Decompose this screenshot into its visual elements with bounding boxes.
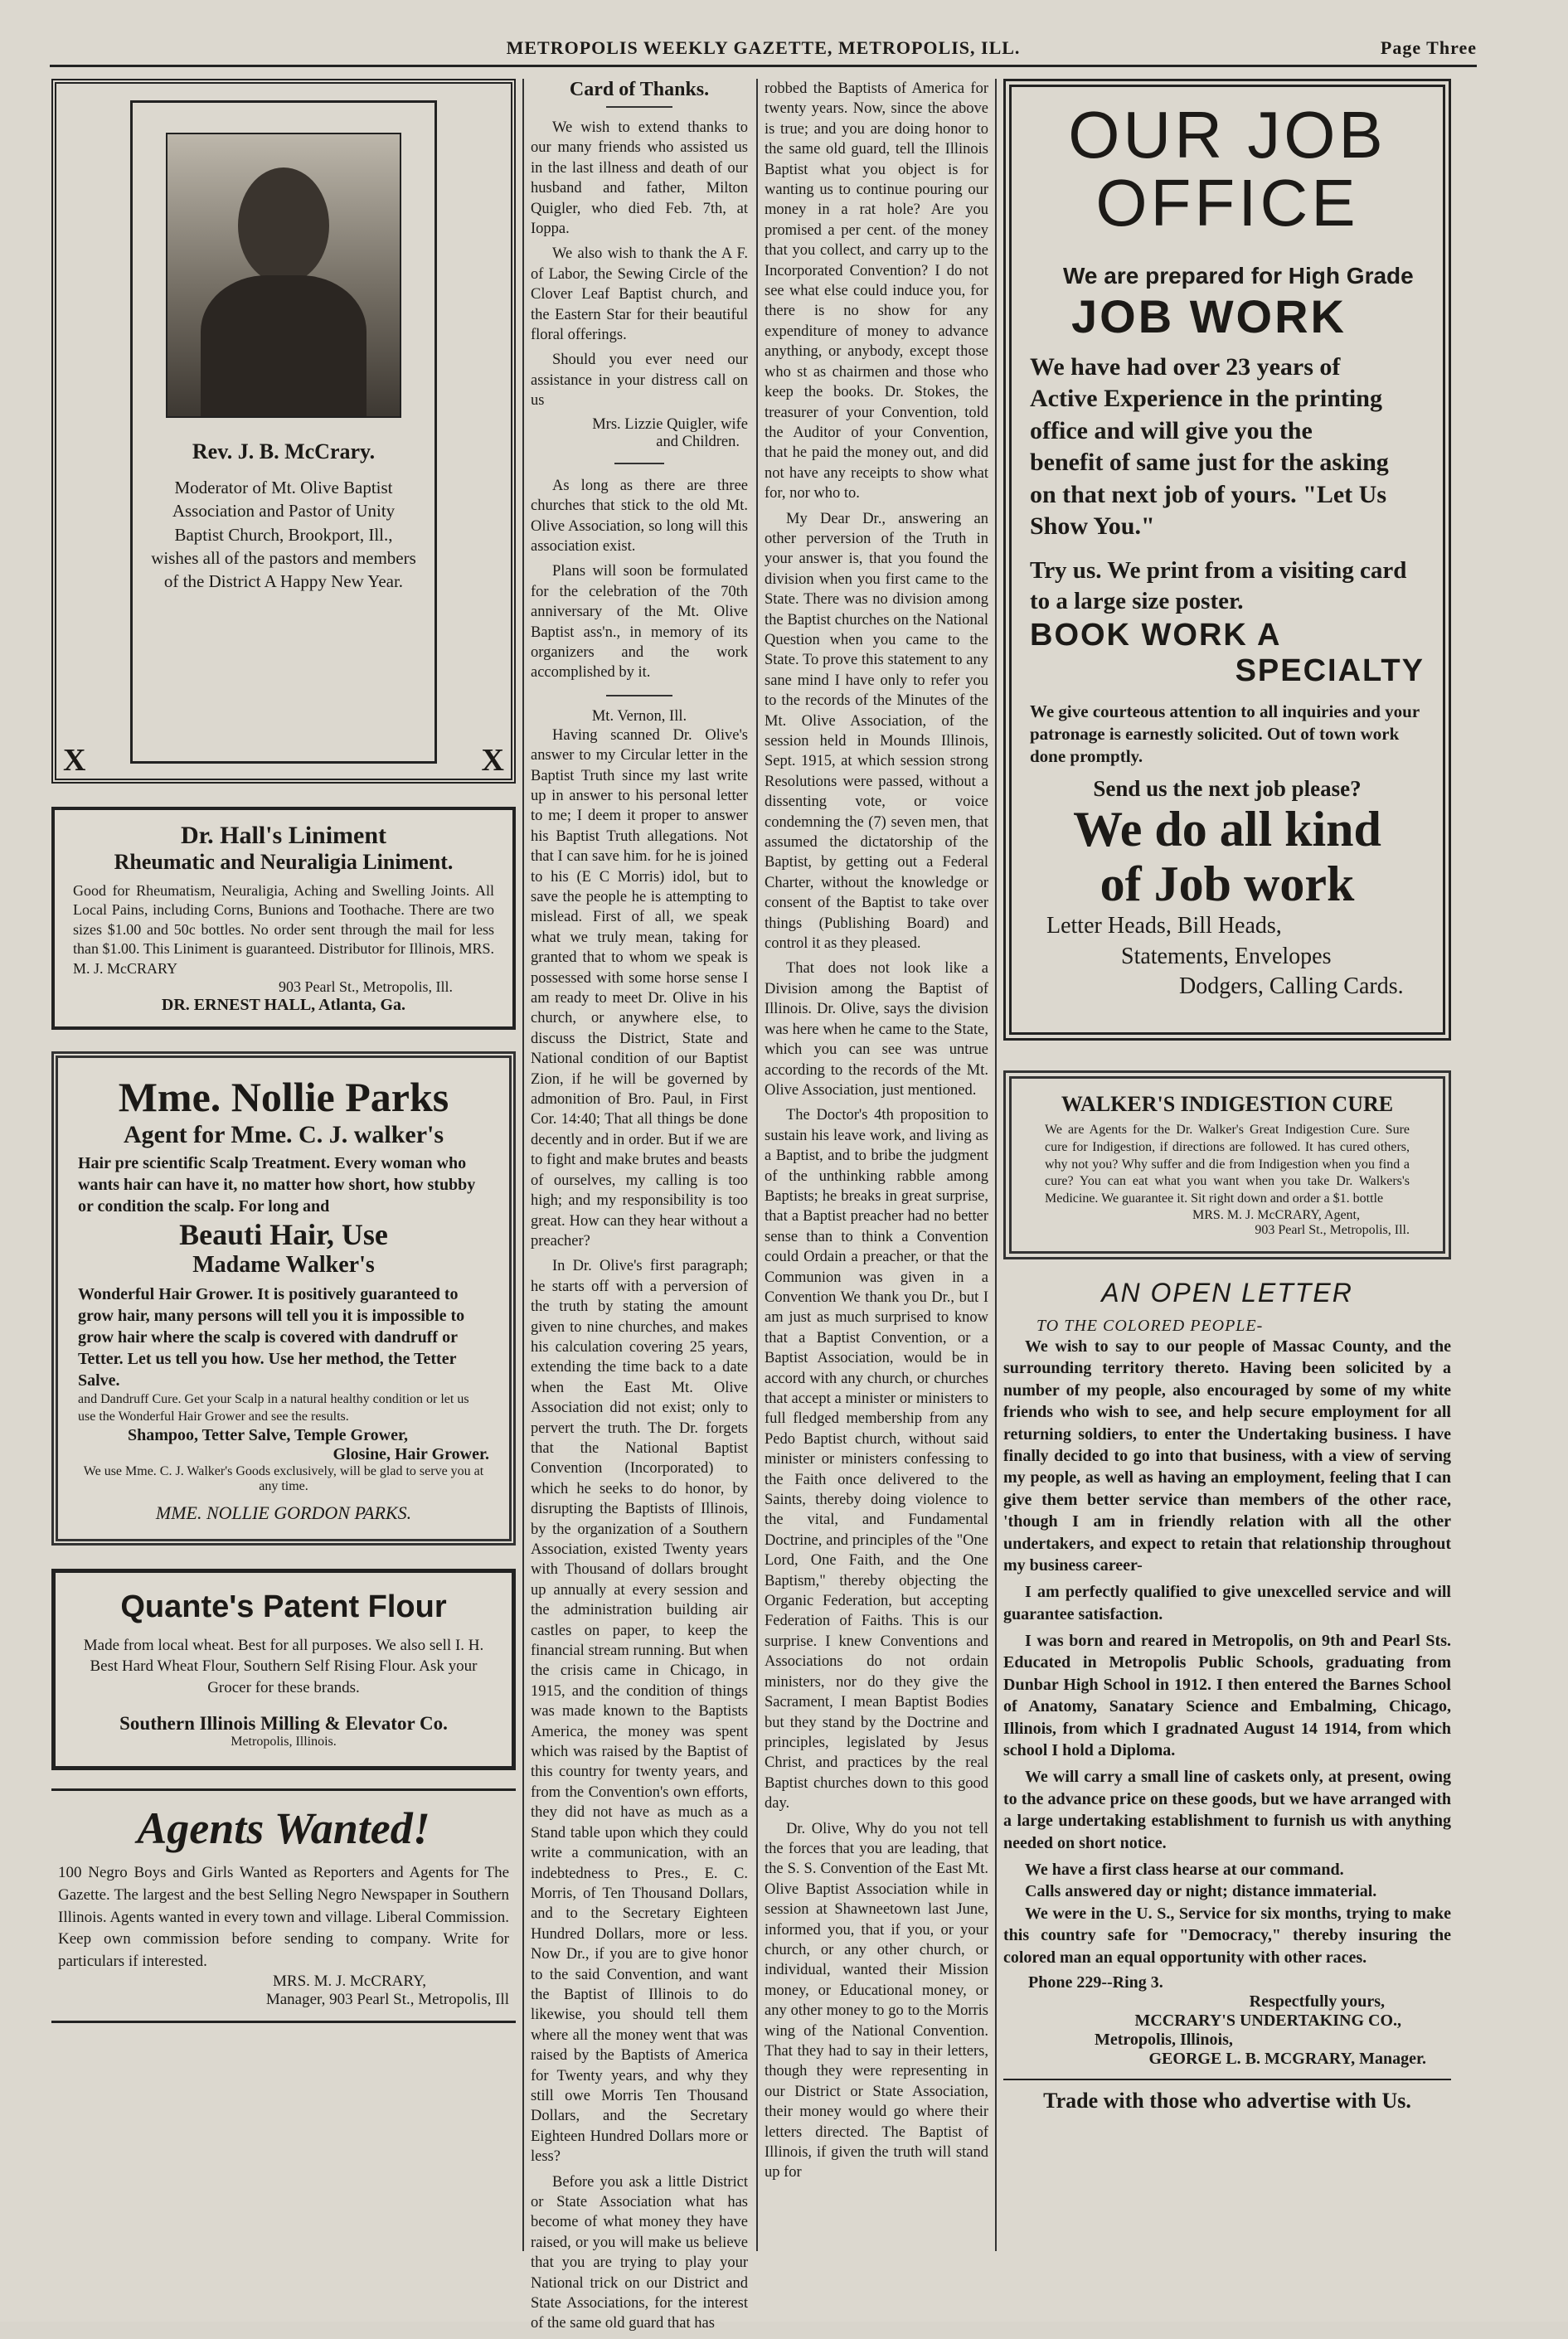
job-book2: SPECIALTY bbox=[1235, 653, 1425, 688]
job-prep: We are prepared for High Grade bbox=[1063, 263, 1414, 289]
masthead-title: METROPOLIS WEEKLY GAZETTE, METROPOLIS, ILL. bbox=[506, 37, 1021, 58]
vernon-p1: Having scanned Dr. Olive's answer to my Circular letter in the Baptist Truth since my last write up in answer to his personal letter to me; I deem it proper to answer his Baptist Truth allegations. Not that I can save him. for he is joined to his (E C Morris) idol, but to save the people he is attempting to mislead. First of all, we speak what we truly mean, taking for granted that to whom we speak is possessed with some horse sense I am ready to meet Dr. Olive in his church, or anywhere else, to discuss the District, State and National condition of our Baptist Zion, if he will be governed by admonition of Bro. Paul, in First Cor. 14:40; That all things be done decently and in order. But if we are to fight and make brutes and beasts of ourselves, my calling is too high; and my responsibility is too great. How can they hear without a preacher? bbox=[531, 726, 748, 1250]
walker-agent: MRS. M. J. McCRARY, Agent, bbox=[1192, 1207, 1360, 1222]
portrait-caption: Moderator of Mt. Olive Baptist Association and Pastor of Unity Baptist Church, Brookport, Ill., wishes all of the pastors and members of the District A Happy New Year. bbox=[151, 478, 416, 592]
thanks-p1: We wish to extend thanks to our many friends who assisted us in the last illness and death of our husband and father, Milton Quigler, who died Feb. 7th, at Ioppa. bbox=[531, 119, 748, 238]
walker-body: We are Agents for the Dr. Walker's Great Indigestion Cure. Sure cure for Indigestion, if directions are followed. It has cured others, why not you? Why suffer and die from Indigestion when you find a cure? You can eat what you want when you take Dr. Walkers's Medicine. We guarantee it. Sit right down and order a $1. bottle bbox=[1045, 1123, 1410, 1206]
column-4 bbox=[1003, 79, 1451, 2113]
parks-grower: Glosine, Hair Grower. bbox=[333, 1444, 489, 1463]
agents-body: 100 Negro Boys and Girls Wanted as Reporters and Agents for The Gazette. The largest and the best Selling Negro Newspaper in Southern Illinois. Agents wanted in every town and village. Liberal Commission. Keep own commission before sending to company. Write for particulars if interested. bbox=[58, 1864, 509, 1970]
column-rule bbox=[995, 79, 997, 2251]
flour-ad bbox=[51, 1569, 516, 1771]
churches-p2: Plans will soon be formulated for the celebration of the 70th anniversary of the Mt. Olive Baptist ass'n., in memory of its organizers and the work accomplished by it. bbox=[531, 563, 748, 682]
parks-body2: Wonderful Hair Grower. It is positively guaranteed to grow hair, many persons will tell you it is impossible to grow hair where the scalp is covered with dandruff or Tetter. Let us tell you how. Use her method, the Tetter Salve. bbox=[78, 1284, 465, 1390]
vernon-p2: In Dr. Olive's first paragraph; he starts off with a perversion of the truth by stating the amount given to nine churches, and makes his calculation covering 25 years, extending the time back to a date when the East Mt. Olive Association did not exist; only to pervert the truth. The Dr. forgets that the National Baptist Convention (Incorporated) to which he seeks to do honor, by disrupting the Baptists of Illinois, by the organization of a Southern Association, existed Twenty years with Thousand of dollars brought up annually at every session and the administration building air castles on paper, to keep the financial stream running. But when the crisis came in Chicago, in 1915, and the condition of things was made known to the Baptists America, the money was spent which was raised by the Baptist of this country for twenty years, and from the Convention's own efforts, they did not have as much as a Stand table upon which they could write a communication, with an indebtedness to Pres., E. C. Morris, of Ten Thousand Dollars, and to the Secretary Eighteen Hundred Dollars, more or less. Now Dr., if you are to give honor to the said Convention, and want the Baptist of Illinois to do likewise, you should tell them where all the money went that was raised by the Baptists of America for Twenty years, and why they still owe Morris Ten Thousand Dollars, and the Secretary Eighteen Hundred Dollars more or less? bbox=[531, 1258, 748, 2166]
column-1 bbox=[51, 79, 516, 2023]
vernon-p3: Before you ask a little District or State Association what has become of what money they have raised, or you will make us believe that you are trying to play your National trick on our District and State Associations, for the interest of the same old guard that has bbox=[531, 2173, 748, 2332]
col3-p2: My Dear Dr., answering an other perversion of the Truth in your answer is, that you found the division when you first came to the State. There was no division among the Baptist churches on the National Question when you came to the State. To prove this statement to any sane mind I have only to refer you to the records of the Minutes of the Mt. Olive Association, of the session held in Mounds Illinois, Sept. 1915, at which session strong Resolutions were passed, without a dissenting vote, or voice condemning the (7) seven men, that assumed the dictatorship of the Baptist, by getting out a Federal Charter, without the knowledge or consent of the Baptist to take over things (Publishing Board) and control it as they pleased. bbox=[765, 510, 988, 953]
flour-title: Quante's Patent Flour bbox=[120, 1589, 447, 1624]
letter-close: Respectfully yours, bbox=[1249, 1992, 1385, 2011]
parks-agent: Agent for Mme. C. J. walker's bbox=[123, 1120, 444, 1148]
letter-phone: Phone 229--Ring 3. bbox=[1028, 1973, 1163, 1992]
parks-body3: and Dandruff Cure. Get your Scalp in a natural healthy condition or let us use the Wonderful Hair Grower and see the results. bbox=[78, 1391, 469, 1424]
job-items2: Statements, Envelopes bbox=[1121, 943, 1332, 969]
column-3 bbox=[765, 79, 988, 2188]
letter-p7: We were in the U. S., Service for six months, trying to make this country safe for "Democracy," thereby insuring the colored man an equal opportunity with other races. bbox=[1003, 1904, 1451, 1967]
thanks-p3: Should you ever need our assistance in your distress call on us bbox=[531, 352, 748, 410]
job-book1: BOOK WORK A bbox=[1030, 617, 1282, 653]
walker-ad bbox=[1003, 1070, 1451, 1259]
col3-p5: Dr. Olive, Why do you not tell the forces that you are leading, that the S. S. Convention of the East Mt. Olive Baptist Association while in session at Shawneetown last June, informed you, that if you, or your church, or any other church, or individual, wanted their Mission money, or Educational money, or any other money to go to the Morris wing of the National Convention. That they had to say in their letters, though they were representing in our District or State Association, their money would go where their letters directed. The Baptist of Illinois, if given the truth will stand up for bbox=[765, 1820, 988, 2181]
portrait-photo bbox=[166, 133, 401, 418]
parks-note: We use Mme. C. J. Walker's Goods exclusively, will be glad to serve you at any time. bbox=[83, 1463, 484, 1493]
thanks-sig1: Mrs. Lizzie Quigler, wife bbox=[592, 415, 748, 433]
walker-title: WALKER'S INDIGESTION CURE bbox=[1061, 1092, 1394, 1116]
portrait-name: Rev. J. B. McCrary. bbox=[192, 439, 376, 463]
letter-title: AN OPEN LETTER bbox=[1101, 1277, 1353, 1308]
page-number: Page Three bbox=[1380, 37, 1477, 58]
masthead bbox=[50, 32, 1477, 67]
column-2 bbox=[531, 79, 748, 2339]
letter-p2: I am perfectly qualified to give unexcelled service and will guarantee satisfaction. bbox=[1003, 1583, 1451, 1623]
col3-p4: The Doctor's 4th proposition to sustain his leave work, and living as a Baptist, and to bribe the judgment of the unthinking rabble among Baptists; he breaks in great surprise, that a Baptist preacher had no better sense than to think a Convention could Ordain a preacher, or that the Communion was given in a Convention We thank you Dr., but I am just as much surprised to know that a Baptist Convention, or a Baptist Association, would be in accord with any church, or churches that accept a minister or ministers to full fledged membership from any Pedo Baptist church, without said minister or ministers confessing to the Faith once delivered to the Saints, thereby doing violence to the vital, and Fundamental Doctrine, and principles of the "One Lord, One Faith, and the One Baptism," thereby objecting the Organic Federation, but accepting Federation of Faiths. This is our surprise. I knew Conventions and Associations do not ordain ministers, nor do they give the Sacrament, I mean Baptist Bodies but they stand by the Doctrine and principles, legislated by Jesus Christ, and practices by the real Baptist churches down to this good day. bbox=[765, 1107, 988, 1812]
letter-manager: GEORGE L. B. MCGRARY, Manager. bbox=[1148, 2049, 1426, 2068]
parks-madame: Madame Walker's bbox=[192, 1251, 375, 1278]
trade-slogan: Trade with those who advertise with Us. bbox=[1003, 2079, 1451, 2113]
liniment-ad bbox=[51, 807, 516, 1030]
flour-city: Metropolis, Illinois. bbox=[231, 1735, 337, 1749]
vernon-dateline: Mt. Vernon, Ill. bbox=[591, 707, 687, 725]
letter-salute: TO THE COLORED PEOPLE- bbox=[1036, 1316, 1264, 1335]
letter-p5: We have a first class hearse at our command. bbox=[1025, 1860, 1344, 1879]
portrait-ad bbox=[51, 79, 516, 784]
job-title1: OUR JOB bbox=[1068, 98, 1386, 172]
parks-body1: Hair pre scientific Scalp Treatment. Every woman who wants hair can have it, no matter how short, how stubby or condition the scalp. For long and bbox=[78, 1153, 476, 1216]
col3-p3: That does not look like a Division among the Baptist of Illinois. Dr. Olive, says the division was here when he came to the State, which you can see was untrue according to the records of the Mt. Olive Association, just mentioned. bbox=[765, 960, 988, 1099]
churches-p1: As long as there are three churches that stick to the old Mt. Olive Association, so long will this association exist. bbox=[531, 477, 748, 555]
job-send: Send us the next job please? bbox=[1093, 776, 1362, 802]
parks-ad bbox=[51, 1051, 516, 1546]
job-big2: of Job work bbox=[1100, 857, 1355, 912]
agents-name: MRS. M. J. McCRARY, bbox=[273, 1973, 426, 1991]
thanks-p2: We also wish to thank the A F. of Labor, the Sewing Circle of the Clover Leaf Baptist church, and the Eastern Star for their beautiful floral offerings. bbox=[531, 245, 748, 344]
letter-p4: We will carry a small line of caskets only, at present, owing to the advance price on these goods, but we have arranged with a large undertaking establishment to furnish us with anything needed on short notice. bbox=[1003, 1768, 1451, 1852]
liniment-body: Good for Rheumatism, Neuraligia, Aching and Swelling Joints. All Local Pains, including Corns, Bunions and Toothache. There are two sizes $1.00 and 50c bottles. No order sent through the mail for less than $1.00. This Liniment is guaranteed. Distributor for Illinois, MRS. M. J. McCRARY bbox=[73, 882, 494, 977]
thanks-sig2: and Children. bbox=[656, 433, 740, 450]
corner-mark: X bbox=[63, 743, 86, 778]
liniment-maker: DR. ERNEST HALL, Atlanta, Ga. bbox=[161, 995, 406, 1014]
agents-ad bbox=[51, 1788, 516, 2023]
job-items3: Dodgers, Calling Cards. bbox=[1179, 973, 1404, 1000]
job-work: JOB WORK bbox=[1071, 290, 1347, 342]
job-try: Try us. We print from a visiting card to a large size poster. bbox=[1030, 557, 1407, 615]
thanks-title: Card of Thanks. bbox=[569, 79, 710, 100]
parks-title: Mme. Nollie Parks bbox=[118, 1073, 449, 1120]
letter-p6: Calls answered day or night; distance immaterial. bbox=[1025, 1882, 1377, 1901]
letter-p3: I was born and reared in Metropolis, on 9th and Pearl Sts. Educated in Metropolis Public Schools, graduating from Dunbar High School in 1912. I then entered the Barnes School of Anatomy, Sanatary Science and Embalming, Chicago, Illinois, from which I gradnated August 14 1914, from which school I hold a Diploma. bbox=[1003, 1632, 1451, 1760]
letter-company: MCCRARY'S UNDERTAKING CO., bbox=[1134, 2011, 1401, 2030]
job-office-ad bbox=[1003, 79, 1451, 1041]
job-courteous: We give courteous attention to all inquiries and your patronage is earnestly solicited. Out of town work done promptly. bbox=[1030, 701, 1420, 767]
parks-products: Shampoo, Tetter Salve, Temple Grower, bbox=[128, 1425, 408, 1444]
flour-company: Southern Illinois Milling & Elevator Co. bbox=[119, 1713, 448, 1735]
letter-city: Metropolis, Illinois, bbox=[1095, 2030, 1233, 2049]
parks-signature: MME. NOLLIE GORDON PARKS. bbox=[155, 1502, 412, 1523]
letter-p1: We wish to say to our people of Massac County, and the surrounding territory thereto. Having been solicited by a number of my people, also encouraged by some of my white friends who wish to see, and help secure employment for all returning soldiers, to enter the Undertaking business. I have finally decided to go into that business, with a view of serving my people, as well as having an employment, feeling that I can give them better service than members of the other race, 'though I am in friendly relation with all the other undertakers, and expect to retain that relationship throughout my business career- bbox=[1003, 1337, 1451, 1575]
agents-address: Manager, 903 Pearl St., Metropolis, Ill bbox=[265, 1991, 509, 2009]
column-rule bbox=[522, 79, 524, 2251]
job-body: We have had over 23 years of Active Experience in the printing office and will give you the benefit of same just for the asking on that next job of yours. "Let Us Show You." bbox=[1030, 353, 1389, 540]
liniment-subtitle: Rheumatic and Neuraligia Liniment. bbox=[114, 850, 454, 874]
job-title2: OFFICE bbox=[1095, 166, 1359, 240]
column-rule bbox=[756, 79, 758, 2251]
job-big1: We do all kind bbox=[1073, 802, 1381, 857]
open-letter bbox=[1003, 1278, 1451, 2113]
job-items1: Letter Heads, Bill Heads, bbox=[1046, 913, 1282, 939]
col3-p1: robbed the Baptists of America for twenty years. Now, since the above is true; and you are doing honor to the same old guard, tell the Illinois Baptist what you object is for wanting us to continue pouring our money in a rat hole? Are you promised a per cent. of the money that you collect, and carry up to the Incorporated Convention? I do not see what else could induce you, for there is no show for any expenditure of money to advance anything, or anybody, except those who st as chairmen and those who keep the books. Dr. Stokes, the treasurer of your Convention, told the Auditor of your Convention, that he paid the money out, and did not have any receipts to show what for, nor who to. bbox=[765, 80, 988, 502]
corner-mark: X bbox=[481, 743, 504, 778]
flour-body: Made from local wheat. Best for all purposes. We also sell I. H. Best Hard Wheat Flour, Southern Self Rising Flour. Ask your Grocer for these brands. bbox=[83, 1636, 484, 1696]
liniment-title: Dr. Hall's Liniment bbox=[180, 822, 387, 849]
agents-title: Agents Wanted! bbox=[137, 1803, 430, 1854]
liniment-address: 903 Pearl St., Metropolis, Ill. bbox=[279, 978, 453, 995]
walker-address: 903 Pearl St., Metropolis, Ill. bbox=[1255, 1222, 1410, 1237]
parks-headline: Beauti Hair, Use bbox=[179, 1217, 388, 1251]
